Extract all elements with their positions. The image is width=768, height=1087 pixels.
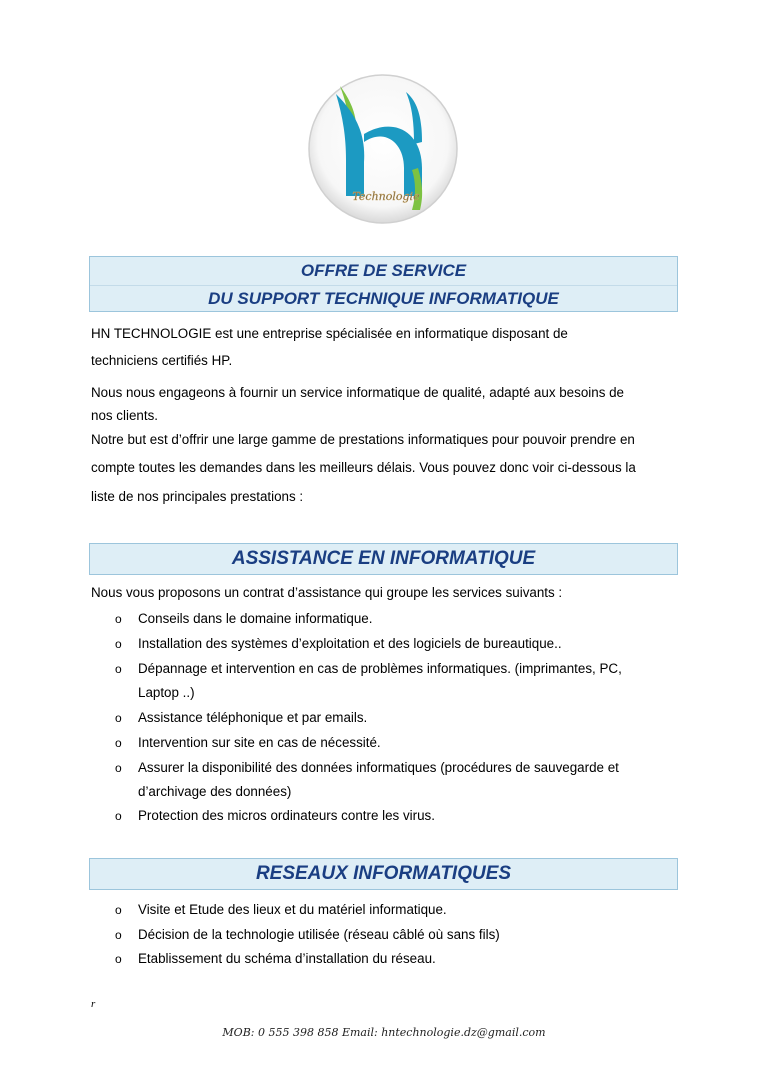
list-item-text: Assurer la disponibilité des données informatiques (procédures de sauvegarde et <box>138 760 619 775</box>
company-logo <box>306 72 460 226</box>
footer-contact: MOB: 0 555 398 858 Email: hntechnologie.dz@gmail.com <box>222 1026 546 1039</box>
list-item <box>115 902 447 918</box>
bullet: o <box>115 736 122 750</box>
title-divider <box>90 285 677 286</box>
list-item-text: Assistance téléphonique et par emails. <box>138 710 368 725</box>
logo-wordmark: Technologie <box>352 190 420 203</box>
intro-line: techniciens certifiés HP. <box>91 353 233 368</box>
list-item-continuation: d’archivage des données) <box>138 784 292 799</box>
bullet: o <box>115 612 122 626</box>
list-item-continuation: Laptop ..) <box>138 685 195 700</box>
list-item <box>115 760 619 776</box>
offer-title-box <box>89 256 678 312</box>
list-item <box>115 735 381 751</box>
list-item-text: Conseils dans le domaine informatique. <box>138 611 373 626</box>
list-item-text: Visite et Etude des lieux et du matériel informatique. <box>138 902 447 917</box>
intro-line: Nous nous engageons à fournir un service informatique de qualité, adapté aux besoins de <box>91 385 625 400</box>
list-item-text: Etablissement du schéma d’installation du réseau. <box>138 951 436 966</box>
bullet: o <box>115 809 122 823</box>
bullet: o <box>115 662 122 676</box>
list-item <box>115 710 367 726</box>
list-item-text: Protection des micros ordinateurs contre les virus. <box>138 808 435 823</box>
intro-line: liste de nos principales prestations : <box>91 489 304 504</box>
list-item-text: Installation des systèmes d’exploitation et des logiciels de bureautique.. <box>138 636 562 651</box>
list-item <box>115 927 500 943</box>
bullet: o <box>115 952 122 966</box>
intro-line: compte toutes les demandes dans les meilleurs délais. Vous pouvez donc voir ci-dessous la <box>91 460 636 475</box>
bullet: o <box>115 711 122 725</box>
list-item <box>115 611 372 627</box>
list-item <box>115 636 562 652</box>
list-item-text: Décision de la technologie utilisée (réseau câblé où sans fils) <box>138 927 500 942</box>
list-item-text: Dépannage et intervention en cas de problèmes informatiques. (imprimantes, PC, <box>138 661 622 676</box>
intro-line: Notre but est d’offrir une large gamme de prestations informatiques pour pouvoir prendre en <box>91 432 635 447</box>
bullet: o <box>115 761 122 775</box>
list-item <box>115 808 435 824</box>
intro-line: HN TECHNOLOGIE est une entreprise spécialisée en informatique disposant de <box>91 326 568 341</box>
list-item <box>115 661 622 677</box>
offer-title-line2: DU SUPPORT TECHNIQUE INFORMATIQUE <box>208 289 559 308</box>
assistance-section-title: ASSISTANCE EN INFORMATIQUE <box>89 543 678 575</box>
intro-line: nos clients. <box>91 408 158 423</box>
list-item-text: Intervention sur site en cas de nécessité. <box>138 735 381 750</box>
list-item <box>115 951 436 967</box>
margin-mark: r <box>91 998 96 1010</box>
bullet: o <box>115 637 122 651</box>
bullet: o <box>115 903 122 917</box>
reseaux-section-title: RESEAUX INFORMATIQUES <box>89 858 678 890</box>
bullet: o <box>115 928 122 942</box>
offer-title-line1: OFFRE DE SERVICE <box>300 261 467 280</box>
assistance-lead: Nous vous proposons un contrat d’assistance qui groupe les services suivants : <box>91 585 563 600</box>
